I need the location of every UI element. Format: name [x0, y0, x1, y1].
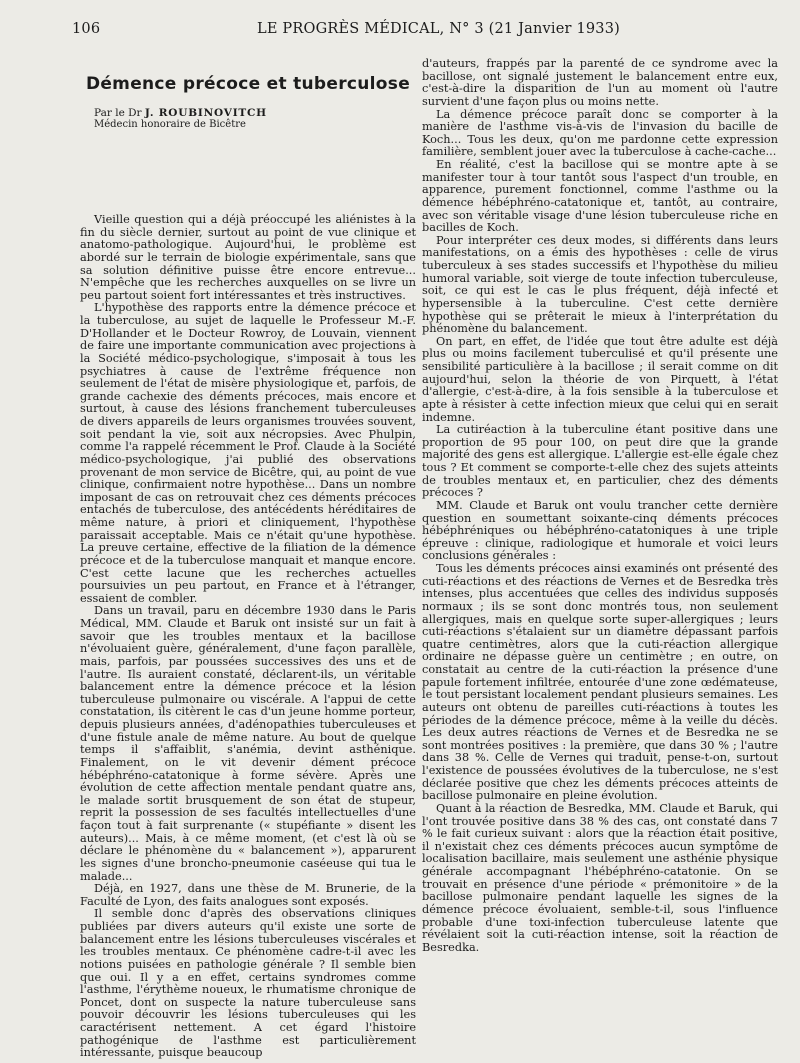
byline-prefix: Par le Dr — [94, 106, 142, 119]
paragraph: Pour interpréter ces deux modes, si différents dans leurs manifestations, on a émis des hypothèses : celle de virus tuberculeux à ses stades successifs et l'hypothèse du milieu humoral variable, soit vierge de toute infection tuberculeuse, soit, ce qui est le cas le plus fréquent, déjà infecté et hypersensible à la tuberculine. C'est cette dernière hypothèse qui se prêterait le mieux à l'interprétation du phénomène du balancement. — [422, 233, 778, 336]
author-affiliation: Médecin honoraire de Bicêtre — [94, 119, 246, 131]
paragraph: En réalité, c'est la bacillose qui se montre apte à se manifester tour à tour tantôt sous l'aspect d'un trouble, en apparence, purement fonctionnel, comme l'asthme ou la démence hébéphréno-catatonique et, tantôt, au contraire, avec son véritable visage d'une lésion tuberculeuse riche en bacilles de Koch. — [422, 158, 778, 235]
paragraph: d'auteurs, frappés par la parenté de ce syndrome avec la bacillose, ont signalé justement le balancement entre eux, c'est-à-dire la disparition de l'un au moment où l'autre survient d'une façon plus ou moins nette. — [422, 57, 778, 108]
byline — [80, 107, 416, 120]
title-block — [80, 74, 416, 132]
left-body — [80, 214, 416, 1060]
paragraph: Déjà, en 1927, dans une thèse de M. Brunerie, de la Faculté de Lyon, des faits analogues sont exposés. — [80, 882, 416, 908]
running-head: LE PROGRÈS MÉDICAL, N° 3 (21 Janvier 1933) — [257, 21, 621, 37]
right-column — [422, 58, 778, 954]
paragraph: Vieille question qui a déjà préoccupé les aliénistes à la fin du siècle dernier, surtout au point de vue clinique et anatomo-pathologique. Aujourd'hui, le problème est abordé sur le terrain de biologie expérimentale, sans que sa solution définitive puisse être encore entrevue... N'empêche que les recherches auxquelles on se livre un peu partout soient fort intéressantes et très instructives. — [80, 213, 416, 302]
paragraph: Tous les déments précoces ainsi examinés ont présenté des cuti-réactions et des réactions de Vernes et de Besredka très intenses, plus accentuées que celles des individus supposés normaux ; ils se sont donc montrés tous, non seulement allergiques, mais en quelque sorte super-allergiques ; leurs cuti-réactions s'étalaient sur un diamètre dépassant parfois quatre centimètres, alors que la cuti-réaction allergique ordinaire ne dépasse guère un centimètre ; en outre, on constatait au centre de la cuti-réaction la présence d'une papule fortement infiltrée, entourée d'une zone œdémateuse, le tout persistant localement pendant plusieurs semaines. Les auteurs ont obtenu de pareilles cuti-réactions à toutes les périodes de la démence précoce, même à la veille du décès. Les deux autres réactions de Vernes et de Besredka ne se sont montrées positives : la première, que dans 30 % ; l'autre dans 38 %. Celle de Vernes qui traduit, pense-t-on, surtout l'existence de poussées évolutives de la tuberculose, ne s'est déclarée positive que chez les déments précoces atteints de bacillose pulmonaire en pleine évolution. — [422, 562, 778, 803]
article-title: Démence précoce et tuberculose — [85, 74, 411, 94]
page-header — [72, 21, 780, 41]
author-name: J. ROUBINOVITCH — [144, 106, 267, 119]
paragraph: Quant à la réaction de Besredka, MM. Claude et Baruk, qui l'ont trouvée positive dans 38 % des cas, ont constaté dans 7 % le fait curieux suivant : alors que la réaction était positive, il n'existait chez ces déments précoces aucun symptôme de localisation bacillaire, mais seulement une asthénie physique générale accompagnant l'hébéphréno-catatonie. On se trouvait en présence d'une période « prémonitoire » de la bacillose pulmonaire pendant laquelle les signes de la démence précoce évoluaient, semble-t-il, sous l'influence probable d'une toxi-infection tuberculeuse latente que révélaient soit la cuti-réaction intense, soit la réaction de Besredka. — [422, 801, 778, 954]
paragraph: La démence précoce paraît donc se comporter à la manière de l'asthme vis-à-vis de l'invasion du bacille de Koch... Tous les deux, qu'on me pardonne cette expression familière, semblent jouer avec la tuberculose à cache-cache... — [422, 107, 778, 159]
paragraph: On part, en effet, de l'idée que tout être adulte est déjà plus ou moins facilement tuberculisé et qu'il présente une sensibilité particulière à la bacillose ; il serait comme on dit aujourd'hui, selon la théorie de von Pirquett, à l'état d'allergie, c'est-à-dire, à la fois sensible à la tuberculose et apte à résister à cette infection mieux que celui qui en serait indemne. — [422, 334, 778, 424]
paragraph: MM. Claude et Baruk ont voulu trancher cette dernière question en soumettant soixante-cinq déments précoces hébéphréniques ou hébéphréno-catatoniques à une triple épreuve : clinique, radiologique et humorale et voici leurs conclusions générales : — [422, 498, 778, 563]
paragraph: Dans un travail, paru en décembre 1930 dans le Paris Médical, MM. Claude et Baruk ont insisté sur un fait à savoir que les troubles mentaux et la bacillose n'évoluaient guère, généralement, d'une façon parallèle, mais, parfois, par poussées successives des uns et de l'autre. Ils auraient constaté, déclarent-ils, un véritable balancement entre la démence précoce et la lésion tuberculeuse pulmonaire ou viscérale. A l'appui de cette constatation, ils citèrent le cas d'un jeune homme porteur, depuis plusieurs années, d'adénopathies tuberculeuses et d'une fistule anale de même nature. Au bout de quelque temps il s'affaiblit, s'anémia, devint asthénique. Finalement, on le vit devenir dément précoce hébéphréno-catatonique à forme sévère. Après une évolution de cette affection mentale pendant quatre ans, le malade sortit brusquement de son état de stupeur, reprit la possession de ses facultés intellectuelles d'une façon tout à fait surprenante (« stupéfiante » disent les auteurs)... Mais, à ce même moment, (et c'est là où se déclare le phénomène du « balancement »), apparurent les signes d'une broncho-pneumonie caséeuse qui tua le malade... — [80, 604, 416, 883]
paragraph: L'hypothèse des rapports entre la démence précoce et la tuberculose, au sujet de laquelle le Professeur M.-F. D'Hollander et le Docteur Rowroy, de Louvain, viennent de faire une importante communication avec projections à la Société médico-psychologique, s'imposait à tous les psychiatres à cause de l'extrême fréquence non seulement de l'état de misère physiologique et, parfois, de grande cachexie des déments précoces, mais encore et surtout, à cause des lésions franchement tuberculeuses de divers appareils de leurs organismes trouvées souvent, soit pendant la vie, soit aux nécropsies. Avec Phulpin, comme l'a rappelé récemment le Prof. Claude à la Société médico-psychologique, j'ai publié des observations provenant de mon service de Bicêtre, qui, au point de vue clinique, confirmaient notre hypothèse... Dans un nombre imposant de cas on retrouvait chez ces déments précoces entachés de tuberculose, des antécédents héréditaires de même nature, à priori et cliniquement, l'hypothèse paraissait acceptable. Mais ce n'était qu'une hypothèse. La preuve certaine, effective de la filiation de la démence précoce et de la tuberculose manquait et manque encore. C'est cette lacune que les recherches actuelles poursuivies un peu partout, en France et à l'étranger, essaient de combler. — [80, 301, 416, 605]
left-column — [80, 58, 416, 1060]
paragraph: La cutiréaction à la tuberculine étant positive dans une proportion de 95 pour 100, on peut dire que la grande majorité des gens est allergique. L'allergie est-elle égale chez tous ? Et comment se comporte-t-elle chez des sujets atteints de troubles mentaux et, en particulier, chez des déments précoces ? — [422, 423, 778, 500]
page-number: 106 — [72, 21, 101, 37]
paragraph: Il semble donc d'après des observations cliniques publiées par divers auteurs qu'il existe une sorte de balancement entre les lésions tuberculeuses viscérales et les troubles mentaux. Ce phénomène cadre-t-il avec les notions puisées en pathologie générale ? Il semble bien que oui. Il y a en effet, certains syndromes comme l'asthme, l'érythème noueux, le rhumatisme chronique de Poncet, dont on suspecte la nature tuberculeuse sans pouvoir découvrir les lésions tuberculeuses qui les caractérisent nettement. A cet égard l'histoire pathogénique de l'asthme est particulièrement intéressante, puisque beaucoup — [80, 907, 416, 1060]
